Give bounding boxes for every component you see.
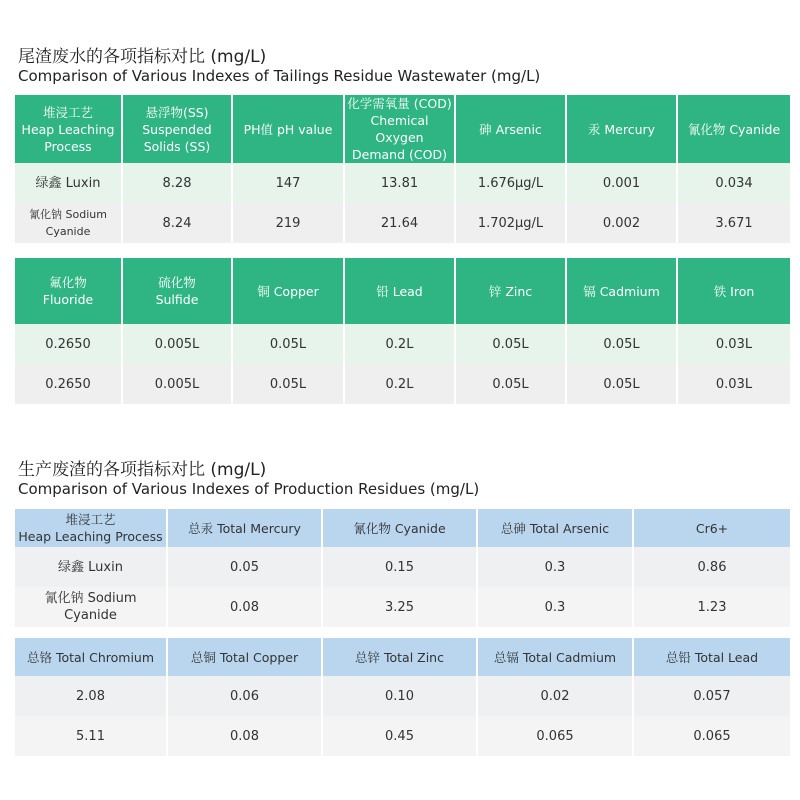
header-cadmium: 镉 Cadmium — [567, 258, 678, 324]
table-cell: 0.057 — [634, 676, 790, 716]
table-row — [15, 203, 790, 243]
table-cell: 0.86 — [634, 547, 790, 587]
table-cell: 0.05L — [567, 364, 678, 404]
header-total-lead: 总铅 Total Lead — [634, 638, 790, 676]
table-cell: 1.23 — [634, 587, 790, 627]
table-cell: 0.45 — [323, 716, 478, 756]
residues-table-2 — [15, 638, 790, 756]
header-cyanide: 氰化物 Cyanide — [678, 95, 790, 163]
header-heap-leaching-process: 堆浸工艺 Heap Leaching Process — [15, 95, 123, 163]
table-cell: 0.2650 — [15, 324, 123, 364]
header-arsenic: 砷 Arsenic — [456, 95, 567, 163]
header-total-cadmium: 总镉 Total Cadmium — [478, 638, 634, 676]
wastewater-title-en: Comparison of Various Indexes of Tailings Residue Wastewater (mg/L) — [18, 67, 541, 85]
table-cell: 3.671 — [678, 203, 790, 243]
table-cell: 0.065 — [478, 716, 634, 756]
wastewater-table-2 — [15, 258, 790, 404]
table-cell: 0.05L — [456, 364, 567, 404]
table-cell: 绿鑫 Luxin — [15, 163, 123, 203]
table-row — [15, 364, 790, 404]
table-cell: 0.06 — [168, 676, 323, 716]
wastewater-table-1 — [15, 95, 790, 243]
header-total-copper: 总铜 Total Copper — [168, 638, 323, 676]
table-cell: 绿鑫 Luxin — [15, 547, 168, 587]
table-row — [15, 324, 790, 364]
table-row — [15, 587, 790, 627]
table-cell: 0.065 — [634, 716, 790, 756]
table-cell: 0.10 — [323, 676, 478, 716]
table-cell: 0.005L — [123, 364, 233, 404]
header-heap-leaching-process: 堆浸工艺 Heap Leaching Process — [15, 509, 168, 547]
table-cell: 0.3 — [478, 587, 634, 627]
table-cell: 2.08 — [15, 676, 168, 716]
wastewater-title-cn: 尾渣废水的各项指标对比 (mg/L) — [18, 47, 267, 67]
table-cell: 13.81 — [345, 163, 456, 203]
table-cell: 147 — [233, 163, 345, 203]
table-cell: 0.05L — [233, 324, 345, 364]
table-cell: 0.03L — [678, 364, 790, 404]
header-copper: 铜 Copper — [233, 258, 345, 324]
table-cell: 0.001 — [567, 163, 678, 203]
header-lead: 铅 Lead — [345, 258, 456, 324]
table-cell: 1.676μg/L — [456, 163, 567, 203]
table-cell: 5.11 — [15, 716, 168, 756]
residues-title-cn: 生产废渣的各项指标对比 (mg/L) — [18, 460, 267, 480]
header-fluoride: 氟化物 Fluoride — [15, 258, 123, 324]
table-cell: 0.3 — [478, 547, 634, 587]
header-sulfide: 硫化物 Sulfide — [123, 258, 233, 324]
header-ph-value: PH值 pH value — [233, 95, 345, 163]
header-cr6: Cr6+ — [634, 509, 790, 547]
table-cell: 0.08 — [168, 587, 323, 627]
header-zinc: 锌 Zinc — [456, 258, 567, 324]
header-total-zinc: 总锌 Total Zinc — [323, 638, 478, 676]
table-cell: 3.25 — [323, 587, 478, 627]
table-cell: 0.08 — [168, 716, 323, 756]
table-cell: 0.002 — [567, 203, 678, 243]
header-mercury: 汞 Mercury — [567, 95, 678, 163]
residues-title-en: Comparison of Various Indexes of Production Residues (mg/L) — [18, 480, 480, 498]
table-cell: 219 — [233, 203, 345, 243]
table-row — [15, 163, 790, 203]
table-cell: 0.005L — [123, 324, 233, 364]
residues-table-1 — [15, 509, 790, 627]
table-cell: 0.2L — [345, 364, 456, 404]
table-cell: 0.2L — [345, 324, 456, 364]
table-cell: 0.05L — [456, 324, 567, 364]
table-row — [15, 676, 790, 716]
table-cell: 0.05L — [567, 324, 678, 364]
header-total-arsenic: 总砷 Total Arsenic — [478, 509, 634, 547]
table-cell: 氰化钠 Sodium Cyanide — [15, 203, 123, 243]
header-total-chromium: 总铬 Total Chromium — [15, 638, 168, 676]
table-cell: 1.702μg/L — [456, 203, 567, 243]
table-cell: 0.02 — [478, 676, 634, 716]
table-row — [15, 547, 790, 587]
table-cell: 21.64 — [345, 203, 456, 243]
table-cell: 0.2650 — [15, 364, 123, 404]
table-cell: 0.05L — [233, 364, 345, 404]
header-suspended-solids: 悬浮物(SS) Suspended Solids (SS) — [123, 95, 233, 163]
table-cell: 0.05 — [168, 547, 323, 587]
header-total-mercury: 总汞 Total Mercury — [168, 509, 323, 547]
table-cell: 0.034 — [678, 163, 790, 203]
table-cell: 0.03L — [678, 324, 790, 364]
header-cyanide: 氰化物 Cyanide — [323, 509, 478, 547]
table-cell: 8.24 — [123, 203, 233, 243]
table-cell: 氰化钠 Sodium Cyanide — [15, 587, 168, 627]
table-cell: 0.15 — [323, 547, 478, 587]
header-cod: 化学需氧量 (COD) Chemical Oxygen Demand (COD) — [345, 95, 456, 163]
table-cell: 8.28 — [123, 163, 233, 203]
table-row — [15, 716, 790, 756]
header-iron: 铁 Iron — [678, 258, 790, 324]
